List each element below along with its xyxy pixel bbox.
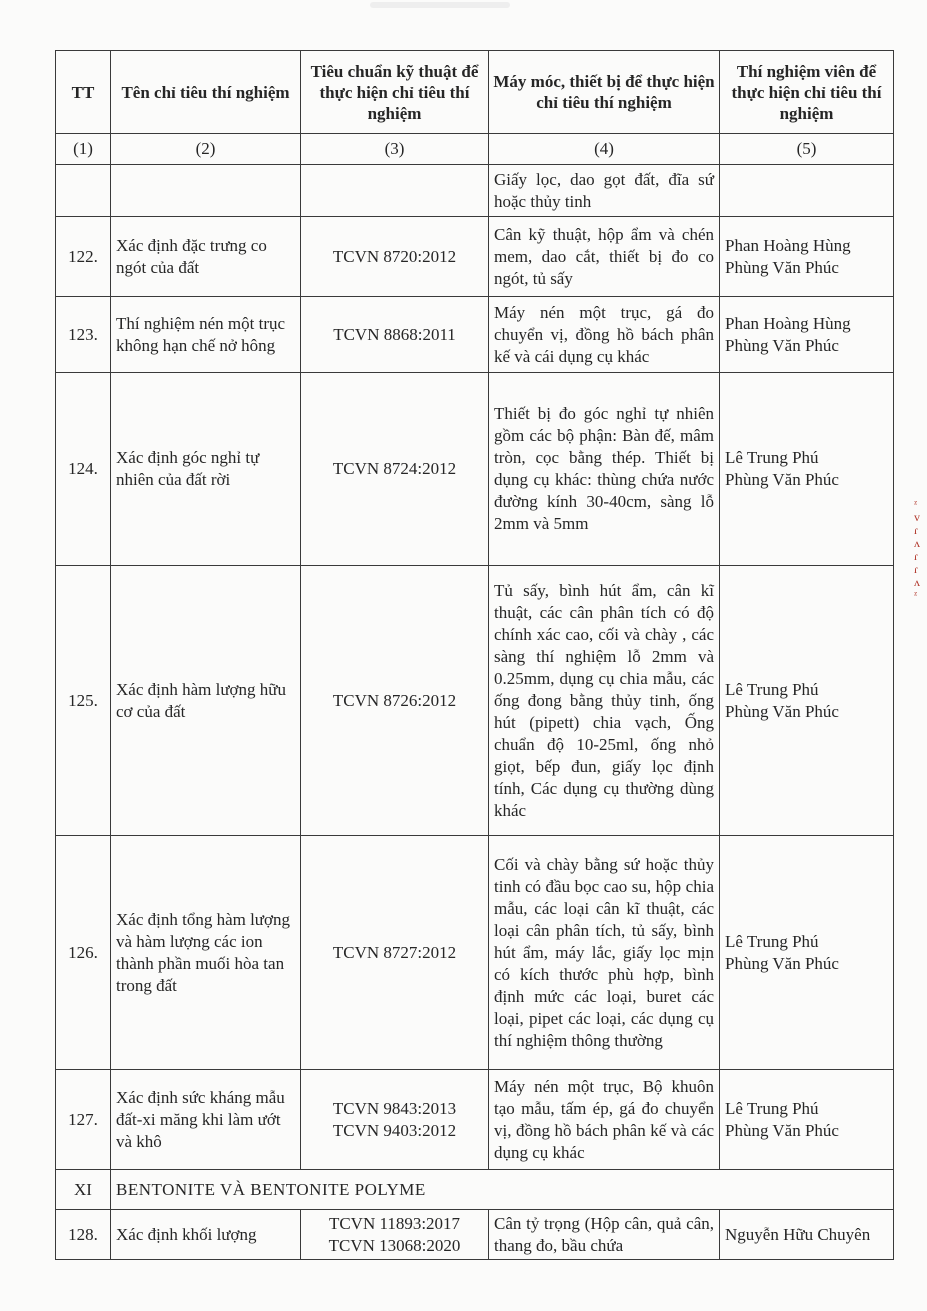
test-name-cell: Xác định đặc trưng co ngót của đất (111, 217, 301, 297)
column-number-row (56, 134, 894, 165)
header-equipment: Máy móc, thiết bị để thực hiện chỉ tiêu thí nghiệm (489, 51, 720, 134)
tester-name: Lê Trung Phú (725, 1098, 819, 1118)
header-tester: Thí nghiệm viên để thực hiện chỉ tiêu thí nghiệm (720, 51, 894, 134)
margin-stamp-marks: ᶻ v ɾ ʌ ɾ ɾ ʌ ᶻ (914, 497, 920, 602)
standard-cell (301, 373, 489, 566)
column-number: (4) (489, 134, 720, 165)
test-name-cell: Xác định khối lượng (111, 1210, 301, 1260)
standard-code: TCVN 8868:2011 (333, 324, 456, 344)
tester-cell (720, 297, 894, 373)
equipment-cell: Máy nén một trục, Bộ khuôn tạo mẫu, tấm ép, gá đo chuyển vị, đồng hồ bách phân kế và các dụng cụ khác (489, 1070, 720, 1170)
standard-code: TCVN 13068:2020 (328, 1235, 461, 1255)
table-row (56, 373, 894, 566)
test-table (55, 50, 894, 1260)
tester-cell (720, 1210, 894, 1260)
continuation-row (56, 165, 894, 217)
column-number: (3) (301, 134, 489, 165)
table-row (56, 836, 894, 1070)
tester-name: Nguyễn Hữu Chuyên (725, 1224, 871, 1244)
column-number: (1) (56, 134, 111, 165)
row-number: 125. (56, 566, 111, 836)
test-name-cell: Xác định tổng hàm lượng và hàm lượng các ion thành phần muối hòa tan trong đất (111, 836, 301, 1070)
tester-name: Phùng Văn Phúc (725, 953, 839, 973)
row-number: 124. (56, 373, 111, 566)
tester-name: Lê Trung Phú (725, 931, 819, 951)
row-number: 126. (56, 836, 111, 1070)
header-test-name: Tên chỉ tiêu thí nghiệm (111, 51, 301, 134)
table-row (56, 566, 894, 836)
standard-code: TCVN 8727:2012 (332, 942, 457, 962)
equipment-cell: Tủ sấy, bình hút ẩm, cân kĩ thuật, các cân phân tích có độ chính xác cao, cối và chày , các sàng thí nghiệm lỗ 2mm và 0.25mm, dụng cụ chia mẫu, các ống đong bằng thủy tinh, ống hút (pipett) chia vạch, Ống chuẩn độ 10-25ml, ống nhỏ giọt, bếp đun, giấy lọc định tính, Các dụng cụ thường dùng khác (489, 566, 720, 836)
tester-name: Phùng Văn Phúc (725, 470, 839, 489)
test-name-cell: Xác định góc nghỉ tự nhiên của đất rời (111, 373, 301, 566)
equipment-cell: Giấy lọc, dao gọt đất, đĩa sứ hoặc thủy tinh (489, 165, 720, 217)
scan-smudge (370, 2, 510, 8)
row-number: 122. (56, 217, 111, 297)
equipment-cell: Cân tỷ trọng (Hộp cân, quả cân, thang đo, bầu chứa (489, 1210, 720, 1260)
column-number: (2) (111, 134, 301, 165)
equipment-cell: Cối và chày bằng sứ hoặc thủy tinh có đầu bọc cao su, hộp chia mẫu, các loại cân kĩ thuật, các loại cân phân tích, tủ sấy, bình hút ẩm, máy lắc, giấy lọc mịn có kích thước phù hợp, bình định mức các loại, buret các loại, pipet các loại, các dụng cụ thí nghiệm thông thường (489, 836, 720, 1070)
equipment-cell: Thiết bị đo góc nghỉ tự nhiên gồm các bộ phận: Bàn đế, mâm tròn, cọc bằng thép. Thiết bị dụng cụ khác: thùng chứa nước đường kính 30-40cm, sàng lỗ 2mm và 5mm (489, 373, 720, 566)
standard-code: TCVN 9843:2013 (332, 1098, 457, 1118)
tester-name: Lê Trung Phú (725, 448, 819, 467)
test-name-cell: Xác định hàm lượng hữu cơ của đất (111, 566, 301, 836)
tester-cell (720, 217, 894, 297)
standard-cell (301, 836, 489, 1070)
tester-cell (720, 566, 894, 836)
standard-code: TCVN 8724:2012 (332, 459, 457, 478)
standard-code: TCVN 8726:2012 (332, 690, 457, 710)
header-row (56, 51, 894, 134)
section-row (56, 1170, 894, 1210)
standard-code: TCVN 11893:2017 (328, 1213, 461, 1233)
tester-cell (720, 373, 894, 566)
table-row (56, 1070, 894, 1170)
standard-code: TCVN 8720:2012 (332, 246, 457, 266)
standard-cell (301, 1210, 489, 1260)
row-number: 128. (56, 1210, 111, 1260)
tester-cell (720, 836, 894, 1070)
table-row (56, 217, 894, 297)
standard-code: TCVN 9403:2012 (332, 1120, 457, 1140)
equipment-cell: Máy nén một trục, gá đo chuyển vị, đồng hồ bách phân kế và cái dụng cụ khác (489, 297, 720, 373)
tester-name: Phan Hoàng Hùng (725, 235, 851, 255)
equipment-cell: Cân kỹ thuật, hộp ẩm và chén mem, dao cắt, thiết bị đo co ngót, tủ sấy (489, 217, 720, 297)
standard-cell (301, 1070, 489, 1170)
table-row (56, 297, 894, 373)
tester-name: Phan Hoàng Hùng (725, 313, 851, 333)
tester-name: Lê Trung Phú (725, 679, 819, 699)
table-row (56, 1210, 894, 1260)
section-number: XI (56, 1170, 111, 1210)
standard-cell (301, 566, 489, 836)
tester-name: Phùng Văn Phúc (725, 257, 839, 277)
test-name-cell: Xác định sức kháng mẫu đất-xi măng khi làm ướt và khô (111, 1070, 301, 1170)
tester-cell (720, 1070, 894, 1170)
tester-name: Phùng Văn Phúc (725, 335, 839, 355)
header-tt: TT (56, 51, 111, 134)
row-number: 127. (56, 1070, 111, 1170)
section-title: BENTONITE VÀ BENTONITE POLYME (111, 1170, 894, 1210)
test-name-cell: Thí nghiệm nén một trục không hạn chế nở hông (111, 297, 301, 373)
header-standard: Tiêu chuẩn kỹ thuật để thực hiện chỉ tiêu thí nghiệm (301, 51, 489, 134)
row-number: 123. (56, 297, 111, 373)
tester-name: Phùng Văn Phúc (725, 701, 839, 721)
standard-cell (301, 217, 489, 297)
column-number: (5) (720, 134, 894, 165)
standard-cell (301, 297, 489, 373)
tester-name: Phùng Văn Phúc (725, 1120, 839, 1140)
